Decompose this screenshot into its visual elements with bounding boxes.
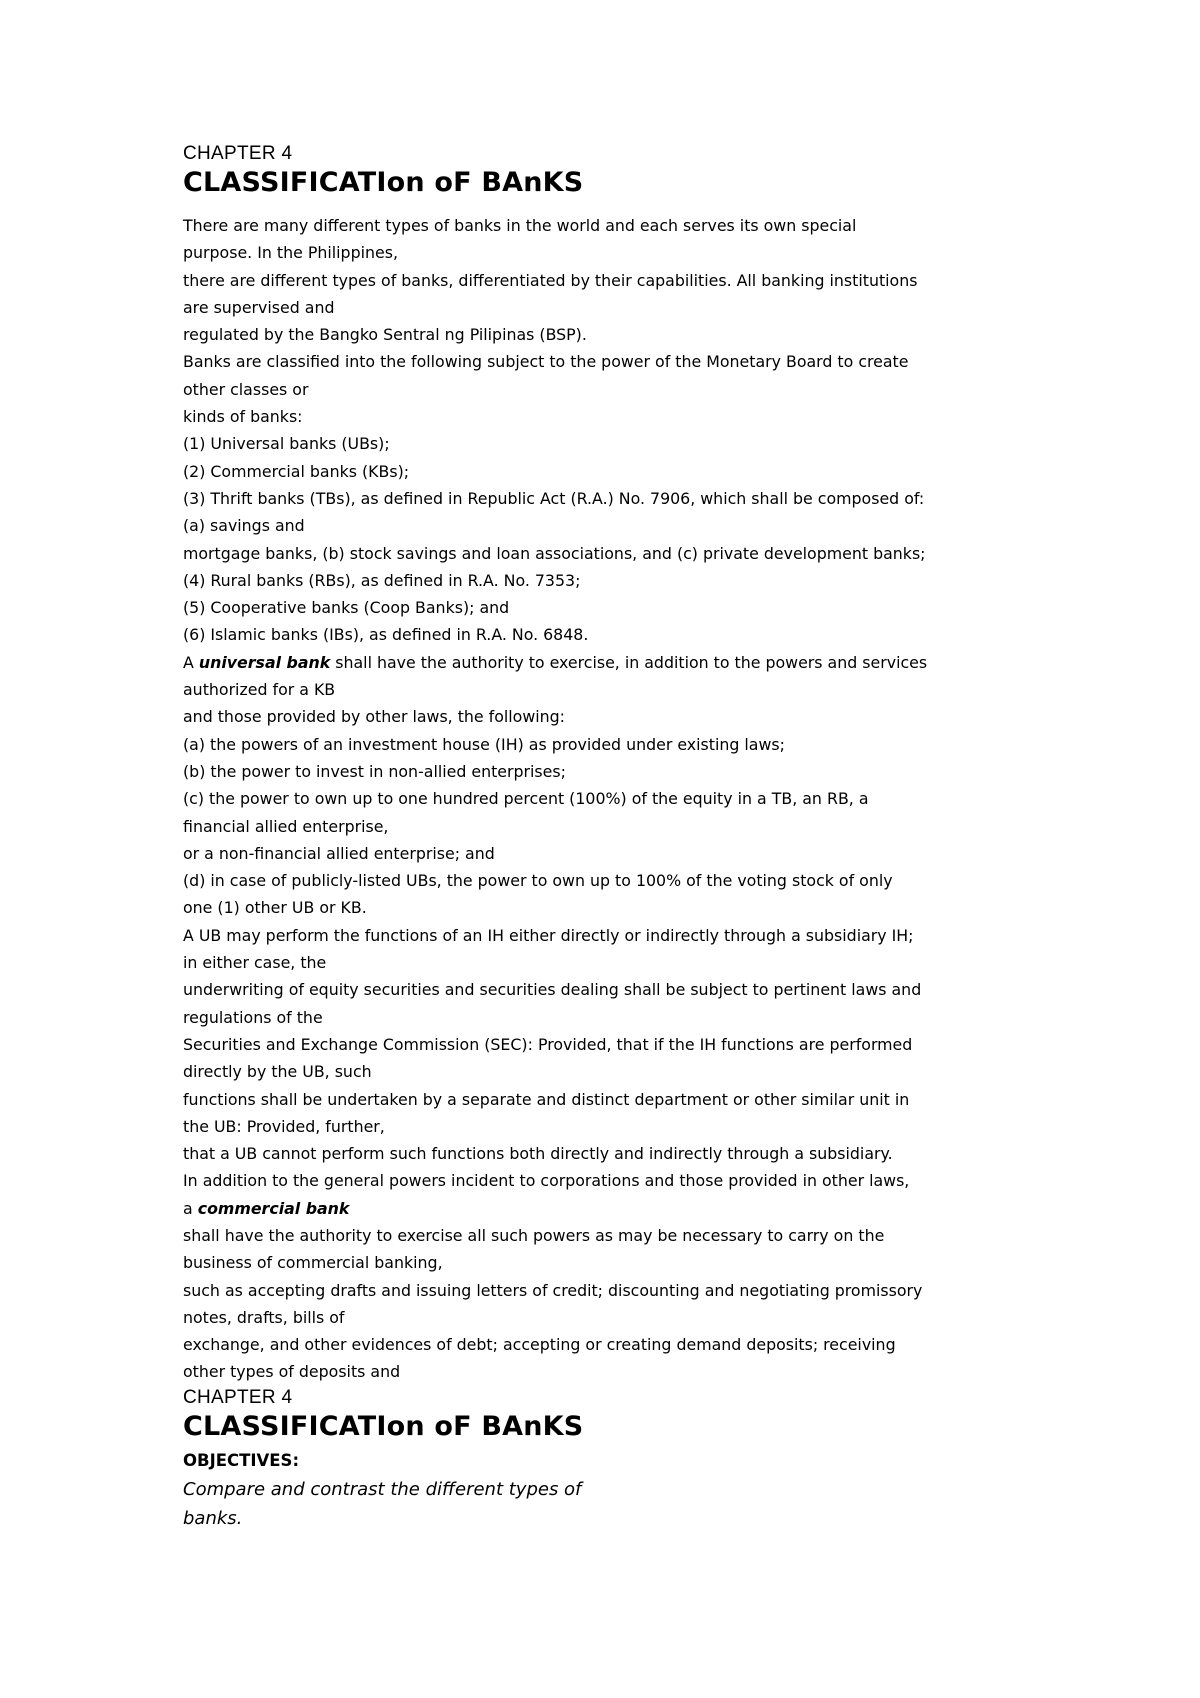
page-content [183,143,1063,1533]
text-line: Securities and Exchange Commission (SEC): Provided, that if the IH functions are performed [183,1034,913,1054]
list-item: (c) the power to own up to one hundred percent (100%) of the equity in a TB, an RB, a [183,789,869,809]
text-line: authorized for a KB [183,680,336,700]
list-item: (4) Rural banks (RBs), as defined in R.A. No. 7353; [183,570,581,590]
text-fragment: A [183,652,199,672]
text-line: financial allied enterprise, [183,816,389,836]
list-item: (d) in case of publicly-listed UBs, the power to own up to 100% of the voting stock of only [183,871,893,891]
text-line: There are many different types of banks in the world and each serves its own special [183,216,857,235]
text-line [183,1195,1063,1222]
text-line: underwriting of equity securities and securities dealing shall be subject to pertinent laws and [183,980,922,1000]
list-item: (2) Commercial banks (KBs); [183,461,410,481]
text-line: the UB: Provided, further, [183,1116,385,1136]
text-line: regulated by the Bangko Sentral ng Pilipinas (BSP). [183,325,587,345]
chapter-label: CHAPTER 4 [183,1386,293,1408]
text-line: directly by the UB, such [183,1062,372,1082]
list-item: (b) the power to invest in non-allied enterprises; [183,761,566,781]
list-item: (5) Cooperative banks (Coop Banks); and [183,598,510,618]
text-fragment: a [183,1198,198,1218]
list-item: (a) the powers of an investment house (IH) as provided under existing laws; [183,734,785,754]
defined-term: commercial bank [197,1198,350,1218]
chapter-title: CLASSIFICATIon oF BAnKS [183,1410,584,1442]
text-line: are supervised and [183,297,335,317]
chapter-section [183,143,1063,1386]
text-line: or a non-financial allied enterprise; and [183,843,495,863]
text-line: shall have the authority to exercise all such powers as may be necessary to carry on the [183,1225,885,1245]
list-item: (3) Thrift banks (TBs), as defined in Republic Act (R.A.) No. 7906, which shall be composed of: [183,488,925,508]
text-line: banks. [183,1507,243,1529]
text-fragment: shall have the authority to exercise, in addition to the powers and services [330,652,928,672]
objectives-text [183,1475,1063,1533]
text-line: in either case, the [183,953,327,973]
text-line: and those provided by other laws, the following: [183,707,566,727]
text-line: A UB may perform the functions of an IH either directly or indirectly through a subsidiary IH; [183,925,914,945]
objectives-heading: OBJECTIVES: [183,1450,300,1470]
text-line: exchange, and other evidences of debt; accepting or creating demand deposits; receiving [183,1335,896,1355]
chapter-title: CLASSIFICATIon oF BAnKS [183,167,584,198]
text-line [183,649,1063,676]
text-line: such as accepting drafts and issuing letters of credit; discounting and negotiating promissory [183,1280,923,1300]
text-line: one (1) other UB or KB. [183,898,367,918]
chapter-label: CHAPTER 4 [183,143,293,164]
body-text [183,212,1063,1386]
text-line: that a UB cannot perform such functions both directly and indirectly through a subsidiary. [183,1144,893,1164]
text-line: purpose. In the Philippines, [183,243,398,263]
text-line: Compare and contrast the different types of [183,1478,582,1500]
defined-term: universal bank [198,652,331,672]
text-line: Banks are classified into the following subject to the power of the Monetary Board to create [183,352,909,372]
text-line: kinds of banks: [183,407,303,427]
text-line: functions shall be undertaken by a separate and distinct department or other similar unit in [183,1089,910,1109]
list-item: (6) Islamic banks (IBs), as defined in R.A. No. 6848. [183,625,589,645]
text-line: mortgage banks, (b) stock savings and loan associations, and (c) private development banks; [183,543,926,563]
list-item: (1) Universal banks (UBs); [183,434,390,454]
text-line: other types of deposits and [183,1362,401,1382]
text-line: there are different types of banks, differentiated by their capabilities. All banking institutions [183,270,918,290]
text-line: business of commercial banking, [183,1253,443,1273]
text-line: In addition to the general powers incident to corporations and those provided in other laws, [183,1171,910,1191]
text-line: regulations of the [183,1007,323,1027]
text-line: notes, drafts, bills of [183,1307,345,1327]
text-line: other classes or [183,379,309,399]
text-line: (a) savings and [183,516,305,536]
chapter-section [183,1387,1063,1533]
